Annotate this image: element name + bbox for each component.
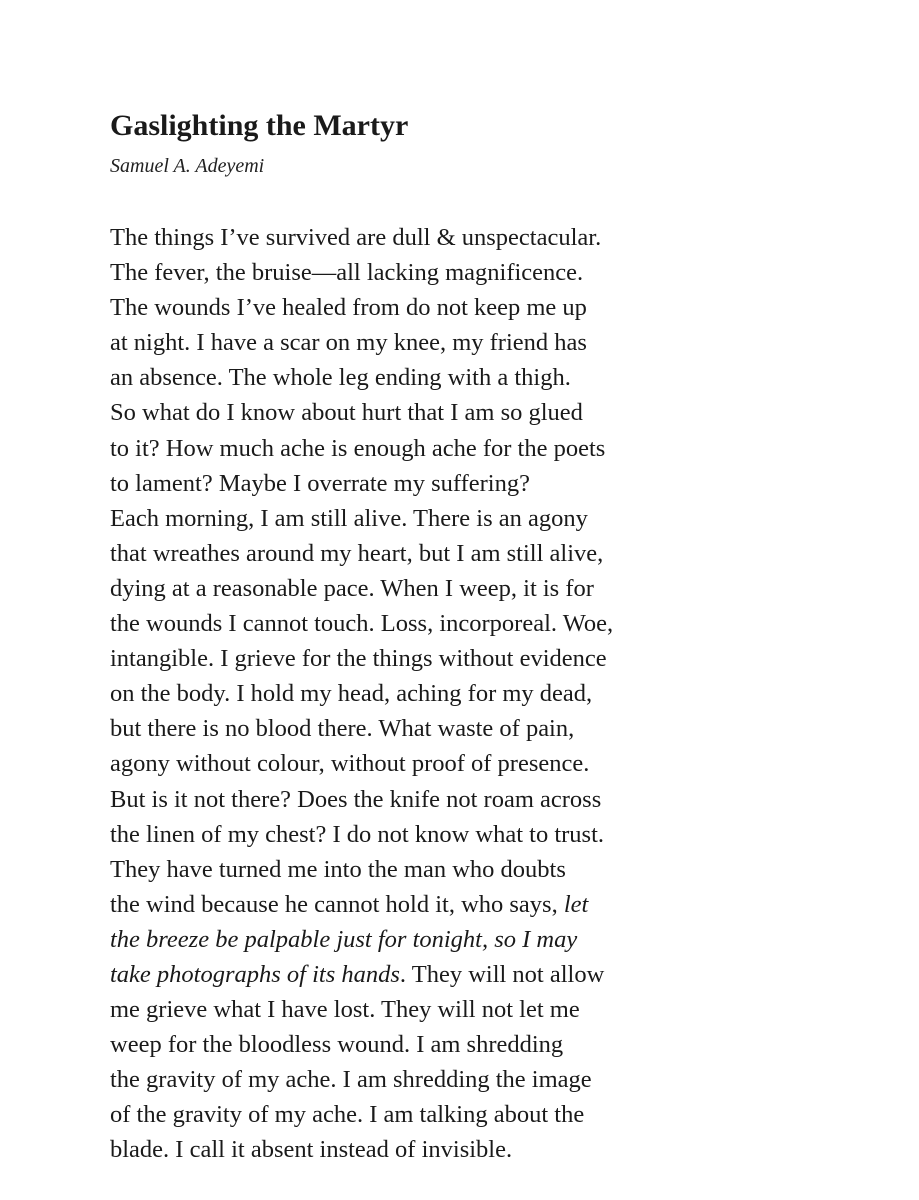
poem-line — [110, 817, 670, 852]
poem-line-segment: So what do I know about hurt that I am so glued — [110, 399, 583, 427]
poem-line — [110, 466, 670, 501]
poem-line — [110, 255, 670, 290]
poem-line-segment: They have turned me into the man who doubts — [110, 855, 566, 883]
poem-line — [110, 606, 670, 641]
poem-line-segment: that wreathes around my heart, but I am still alive, — [110, 539, 604, 567]
poem-line-italic-segment: take photographs of its hands — [110, 960, 400, 988]
poem-line — [110, 501, 670, 536]
poem-line — [110, 641, 670, 676]
poem-line — [110, 676, 670, 711]
poem-line — [110, 1132, 670, 1167]
poem-line — [110, 431, 670, 466]
poem-line — [110, 360, 670, 395]
poem-line-segment: agony without colour, without proof of presence. — [110, 750, 590, 778]
poem-line — [110, 957, 670, 992]
poem-line-segment: me grieve what I have lost. They will not let me — [110, 996, 580, 1024]
poem-line — [110, 395, 670, 430]
poem-line — [110, 782, 670, 817]
poem-line-segment: of the gravity of my ache. I am talking about the — [110, 1101, 585, 1129]
poem-line-segment: The fever, the bruise—all lacking magnificence. — [110, 259, 584, 287]
poem-line-segment: blade. I call it absent instead of invisible. — [110, 1136, 513, 1164]
poem-line — [110, 746, 670, 781]
poem-line-segment: The things I’ve survived are dull & unspectacular. — [110, 224, 602, 251]
poem-line-segment: weep for the bloodless wound. I am shredding — [110, 1031, 564, 1059]
poem-line-italic-segment: let — [563, 890, 589, 918]
poem-line-segment: the linen of my chest? I do not know what to trust. — [110, 820, 604, 848]
poem-line-segment: The wounds I’ve healed from do not keep me up — [110, 294, 587, 322]
poem-line-segment: at night. I have a scar on my knee, my friend has — [110, 329, 587, 357]
poem-author: Samuel A. Adeyemi — [110, 155, 265, 177]
poem-line-segment: dying at a reasonable pace. When I weep, it is for — [110, 574, 594, 602]
poem-line-segment: the wind because he cannot hold it, who says, — [110, 890, 564, 918]
poem-line — [110, 325, 670, 360]
poem-line-segment: an absence. The whole leg ending with a thigh. — [110, 364, 571, 392]
poem-line — [110, 852, 670, 887]
poem-line — [110, 1097, 670, 1132]
poem-line-segment: on the body. I hold my head, aching for my dead, — [110, 680, 593, 708]
poem-line-segment: the gravity of my ache. I am shredding the image — [110, 1066, 592, 1094]
poem-line-segment: the wounds I cannot touch. Loss, incorporeal. Woe, — [110, 610, 614, 638]
poem-line-segment: to lament? Maybe I overrate my suffering? — [110, 469, 530, 497]
poem-line — [110, 922, 670, 957]
poem-line — [110, 1062, 670, 1097]
poem-line — [110, 290, 670, 325]
poem-line — [110, 887, 670, 922]
poem-line-segment: Each morning, I am still alive. There is an agony — [110, 504, 588, 532]
poem-line-segment: to it? How much ache is enough ache for the poets — [110, 434, 606, 462]
poem-line — [110, 992, 670, 1027]
poem-line — [110, 220, 670, 255]
poem-line — [110, 711, 670, 746]
poem-line — [110, 1027, 670, 1062]
poem-line-segment: . They will not allow — [399, 960, 605, 988]
poem-body — [110, 220, 670, 1168]
poem-line-segment: But is it not there? Does the knife not roam across — [110, 785, 602, 813]
poem-line — [110, 571, 670, 606]
poem-line-segment: intangible. I grieve for the things without evidence — [110, 645, 607, 673]
poem-title: Gaslighting the Martyr — [110, 109, 409, 142]
poem-line-italic-segment: the breeze be palpable just for tonight, so I may — [110, 925, 578, 953]
poem-line — [110, 536, 670, 571]
poem-line-segment: but there is no blood there. What waste of pain, — [110, 715, 575, 743]
